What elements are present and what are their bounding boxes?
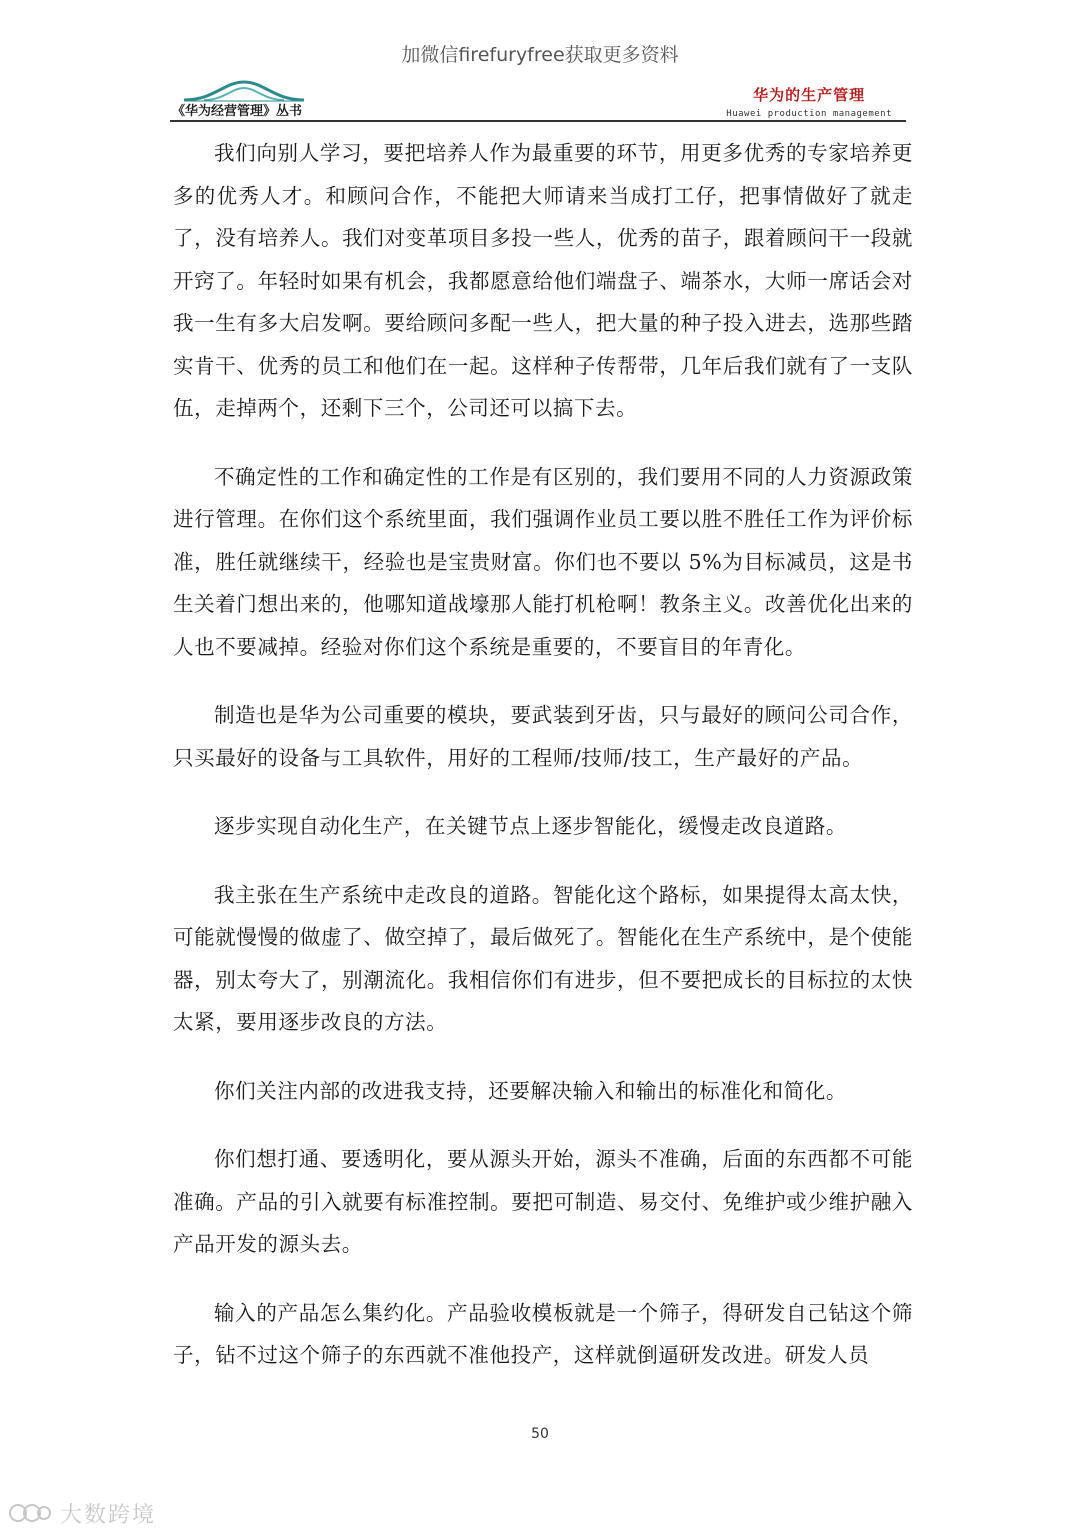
watermark-logo-icon [8,1500,52,1526]
page-header [170,78,906,122]
paragraph: 逐步实现自动化生产，在关键节点上逐步智能化，缓慢走改良道路。 [214,814,847,838]
paragraph: 输入的产品怎么集约化。产品验收模板就是一个筛子，得研发自己钻这个筛子，钻不过这个筛子的东西就不准他投产，这样就倒逼研发改进。研发人员 [173,1300,913,1367]
body-text [173,132,913,1403]
book-subtitle: Huawei production management [726,109,892,119]
page-number: 50 [531,1426,549,1442]
bottom-watermark-text: 大数跨境 [60,1502,157,1528]
paragraph: 我们向别人学习，要把培养人作为最重要的环节，用更多优秀的专家培养更多的优秀人才。和顾问合作，不能把大师请来当成打工仔，把事情做好了就走了，没有培养人。我们对变革项目多投一些人，优秀的苗子，跟着顾问干一段就开窍了。年轻时如果有机会，我都愿意给他们端盘子、端茶水，大师一席话会对我一生有多大启发啊。要给顾问多配一些人，把大量的种子投入进去，选那些踏实肯干、优秀的员工和他们在一起。这样种子传帮带，几年后我们就有了一支队伍，走掉两个，还剩下三个，公司还可以搞下去。 [173,141,913,420]
mountain-logo-icon [184,78,304,102]
paragraph: 我主张在生产系统中走改良的道路。智能化这个路标，如果提得太高太快，可能就慢慢的做虚了、做空掉了，最后做死了。智能化在生产系统中，是个使能器，别太夸大了，别潮流化。我相信你们有进步，但不要把成长的目标拉的太快太紧，要用逐步改良的方法。 [173,882,913,1034]
book-title-block [726,84,892,119]
paragraph: 你们关注内部的改进我支持，还要解决输入和输出的标准化和简化。 [214,1078,847,1103]
book-title: 华为的生产管理 [753,86,866,104]
bottom-watermark [8,1498,156,1528]
top-watermark: 加微信firefuryfree获取更多资料 [401,44,679,66]
header-divider [170,120,906,122]
paragraph: 制造也是华为公司重要的模块，要武装到牙齿，只与最好的顾问公司合作，只买最好的设备与工具软件，用好的工程师/技师/技工，生产最好的产品。 [173,703,913,770]
paragraph: 你们想打通、要透明化，要从源头开始，源头不准确，后面的东西都不可能准确。产品的引入就要有标准控制。要把可制造、易交付、免维护或少维护融入产品开发的源头去。 [173,1147,913,1256]
series-title: 《华为经营管理》丛书 [172,104,303,119]
paragraph: 不确定性的工作和确定性的工作是有区别的，我们要用不同的人力资源政策进行管理。在你们这个系统里面，我们强调作业员工要以胜不胜任工作为评价标准，胜任就继续干，经验也是宝贵财富。你们也不要以 5%为目标减员，这是书生关着门想出来的，他哪知道战壕那人能打机枪啊！教条主义。改善优化出来的人也不要减掉。经验对你们这个系统是重要的，不要盲目的年青化。 [173,464,913,659]
